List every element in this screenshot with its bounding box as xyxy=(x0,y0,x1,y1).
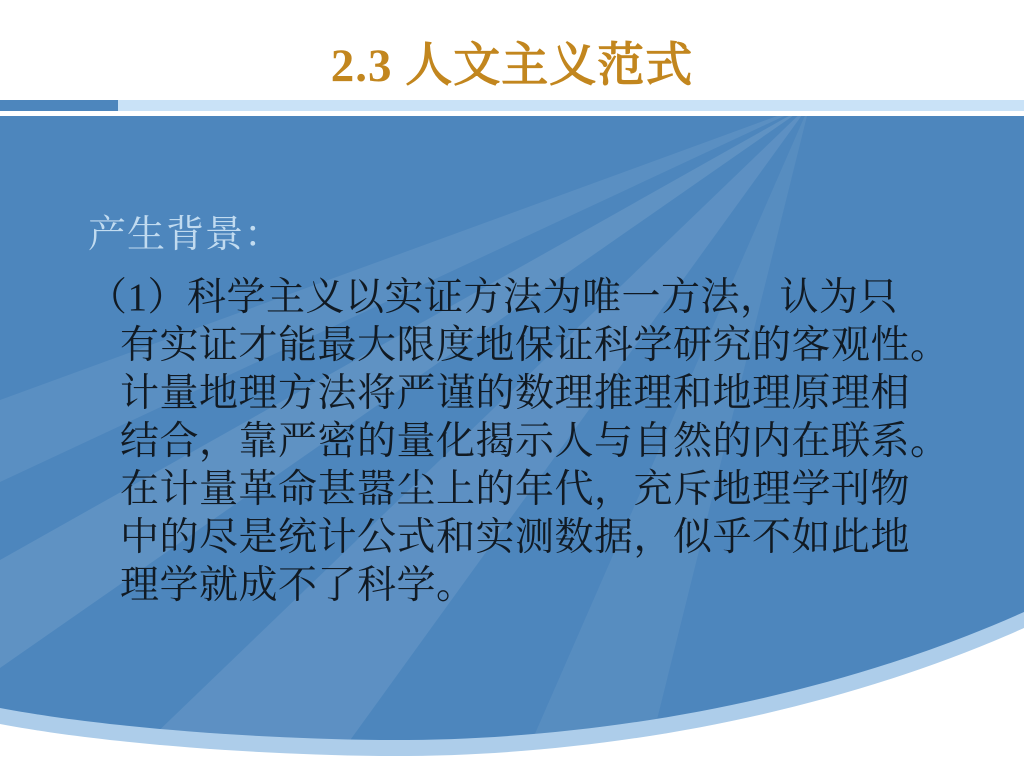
divider-bar-right-segment xyxy=(118,100,1024,111)
body-paragraph xyxy=(88,274,988,610)
paragraph-line: 理学就成不了科学。 xyxy=(120,564,476,607)
section-heading: 产生背景： xyxy=(88,214,284,256)
paragraph-line: 中的尽是统计公式和实测数据，似乎不如此地 xyxy=(120,516,911,559)
paragraph-line: 有实证才能最大限度地保证科学研究的客观性。 xyxy=(120,324,950,367)
paragraph-line: 结合，靠严密的量化揭示人与自然的内在联系。 xyxy=(120,420,950,463)
paragraph-line: 在计量革命甚嚣尘上的年代，充斥地理学刊物 xyxy=(120,468,911,511)
divider-bar-left-segment xyxy=(0,100,118,111)
slide-title: 2.3 人文主义范式 xyxy=(330,40,694,92)
divider-bar xyxy=(0,100,1024,111)
paragraph-line: （1）科学主义以实证方法为唯一方法，认为只 xyxy=(88,276,899,319)
paragraph-line: 计量地理方法将严谨的数理推理和地理原理相 xyxy=(120,372,911,415)
